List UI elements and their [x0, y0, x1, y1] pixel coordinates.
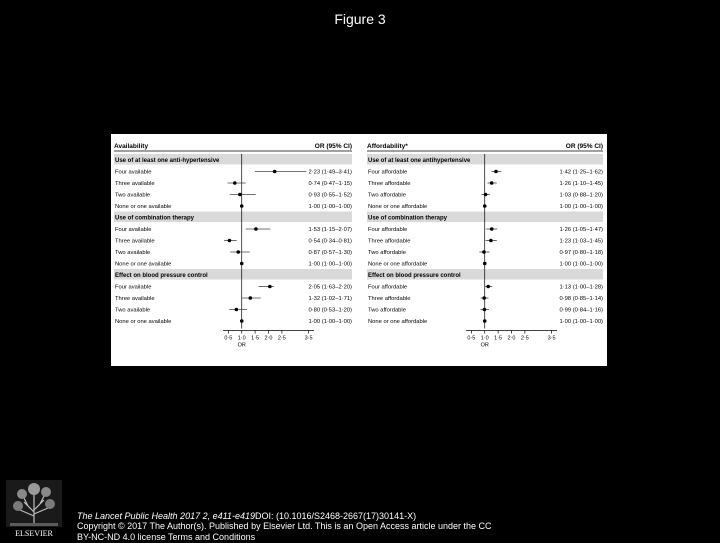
row-or-text: 0·74 (0·47–1·15) — [308, 181, 352, 187]
row-label: Four affordable — [368, 227, 408, 233]
point-estimate — [268, 285, 272, 289]
panel-header-label: Affordability* — [367, 143, 408, 150]
row-label: Three available — [115, 238, 155, 245]
point-estimate — [238, 193, 242, 197]
citation-journal: The Lancet Public Health 2017 2, e411-e419 — [77, 511, 255, 521]
row-label: Four affordable — [368, 169, 408, 176]
affordability-panel — [367, 143, 603, 349]
row-or-text: 0·54 (0·34–0·81) — [308, 238, 352, 245]
row-label: Four affordable — [368, 284, 408, 291]
row-or-text: 1·00 (1·00–1·00) — [308, 319, 352, 325]
section-title: Use of at least one antihypertensive — [368, 158, 471, 164]
x-tick-label: 2·5 — [277, 335, 286, 342]
x-tick-label: 1·0 — [480, 335, 489, 342]
point-estimate — [249, 296, 253, 300]
x-tick-label: 3·5 — [547, 335, 556, 342]
point-estimate — [484, 193, 488, 197]
row-or-text: 0·80 (0·53–1·20) — [308, 307, 352, 314]
row-or-text: 1·00 (1·00–1·00) — [559, 261, 603, 268]
row-or-text: 1·00 (1·00–1·00) — [559, 319, 603, 325]
point-estimate — [483, 308, 487, 312]
x-tick-label: 1·5 — [494, 335, 503, 342]
row-label: None or one available — [115, 204, 172, 210]
x-axis-label: OR — [480, 342, 489, 349]
section-title: Use of combination therapy — [115, 215, 195, 222]
x-tick-label: 2·5 — [520, 335, 529, 342]
row-label: None or one affordable — [368, 261, 428, 268]
row-or-text: 1·00 (1·00–1·00) — [559, 204, 603, 210]
slide-title: Figure 3 — [334, 11, 386, 27]
citation-line — [77, 511, 677, 521]
x-tick-label: 1·0 — [237, 335, 246, 342]
row-or-text: 2·05 (1·63–2·20) — [308, 284, 352, 291]
point-estimate — [486, 285, 490, 289]
row-label: None or one affordable — [368, 204, 428, 210]
x-tick-label: 2·0 — [507, 335, 516, 342]
x-axis-label: OR — [237, 342, 246, 349]
x-tick-label: 2·0 — [264, 335, 273, 342]
point-estimate — [228, 239, 232, 243]
row-or-text: 0·93 (0·55–1·52) — [308, 192, 352, 199]
row-label: Four available — [115, 227, 152, 233]
row-or-text: 1·26 (1·10–1·45) — [559, 181, 603, 187]
copyright-line-1: Copyright © 2017 The Author(s). Published by Elsevier Ltd. This is an Open Access article under the CC — [77, 521, 492, 531]
citation-doi[interactable]: DOI: (10.1016/S2468-2667(17)30141-X) — [254, 511, 417, 521]
row-or-text: 0·99 (0·84–1·16) — [559, 307, 603, 314]
row-label: Two available — [115, 307, 151, 314]
row-or-text: 1·03 (0·88–1·20) — [559, 192, 603, 199]
row-label: Three available — [115, 181, 155, 187]
panel-header-label: Availability — [114, 143, 149, 150]
row-label: Two available — [115, 192, 151, 199]
point-estimate — [273, 170, 277, 174]
license-link[interactable]: BY-NC-ND 4.0 license Terms and Conditions — [77, 532, 256, 542]
section-title: Effect on blood pressure control — [368, 273, 461, 279]
row-or-text: 2·23 (1·49–3·41) — [308, 169, 352, 176]
row-label: Four available — [115, 169, 152, 176]
row-or-text: 1·00 (1·00–1·00) — [308, 204, 352, 210]
x-tick-label: 1·5 — [251, 335, 260, 342]
row-label: Four available — [115, 284, 152, 291]
point-estimate — [240, 262, 244, 266]
row-label: Three affordable — [368, 238, 411, 245]
panel-header-or: OR (95% CI) — [565, 143, 603, 150]
row-label: None or one available — [115, 319, 172, 325]
row-label: Three affordable — [368, 181, 411, 187]
row-label: Two available — [115, 250, 151, 256]
point-estimate — [489, 239, 493, 243]
point-estimate — [482, 296, 486, 300]
forest-plot-svg — [111, 134, 607, 366]
row-label: Two affordable — [368, 250, 406, 256]
row-or-text: 1·53 (1·15–2·07) — [308, 227, 352, 233]
point-estimate — [235, 308, 239, 312]
row-label: Three available — [115, 296, 155, 302]
availability-panel — [114, 143, 352, 349]
point-estimate — [490, 181, 494, 185]
point-estimate — [494, 170, 498, 174]
row-or-text: 0·98 (0·85–1·14) — [559, 296, 603, 302]
tree-icon — [6, 480, 62, 538]
point-estimate — [233, 181, 237, 185]
point-estimate — [240, 319, 244, 323]
point-estimate — [483, 319, 487, 323]
row-or-text: 0·87 (0·57–1·30) — [308, 250, 352, 256]
point-estimate — [482, 250, 486, 254]
point-estimate — [490, 227, 494, 231]
row-or-text: 0·97 (0·80–1·18) — [559, 250, 603, 256]
section-title: Use of at least one anti-hypertensive — [115, 158, 220, 164]
row-label: Two affordable — [368, 307, 406, 314]
row-label: Three affordable — [368, 296, 411, 302]
point-estimate — [254, 227, 258, 231]
row-label: Two affordable — [368, 192, 406, 199]
point-estimate — [236, 250, 240, 254]
row-or-text: 1·23 (1·03–1·45) — [559, 238, 603, 245]
forest-plot-figure — [111, 134, 607, 366]
point-estimate — [483, 204, 487, 208]
publisher-name: ELSEVIER — [15, 529, 53, 538]
row-or-text: 1·13 (1·00–1·28) — [559, 284, 603, 291]
x-tick-label: 3·5 — [304, 335, 313, 342]
row-label: None or one available — [115, 261, 172, 268]
row-or-text: 1·32 (1·02–1·71) — [308, 296, 352, 302]
row-or-text: 1·42 (1·25–1·62) — [559, 169, 603, 176]
section-title: Use of combination therapy — [368, 215, 448, 222]
point-estimate — [483, 262, 487, 266]
elsevier-logo — [6, 480, 62, 538]
panel-header-or: OR (95% CI) — [314, 143, 352, 150]
row-label: None or one affordable — [368, 319, 428, 325]
row-or-text: 1·00 (1·00–1·00) — [308, 261, 352, 268]
point-estimate — [240, 204, 244, 208]
section-title: Effect on blood pressure control — [115, 273, 208, 279]
x-tick-label: 0·5 — [467, 335, 476, 342]
x-tick-label: 0·5 — [224, 335, 233, 342]
row-or-text: 1·26 (1·05–1·47) — [559, 227, 603, 233]
